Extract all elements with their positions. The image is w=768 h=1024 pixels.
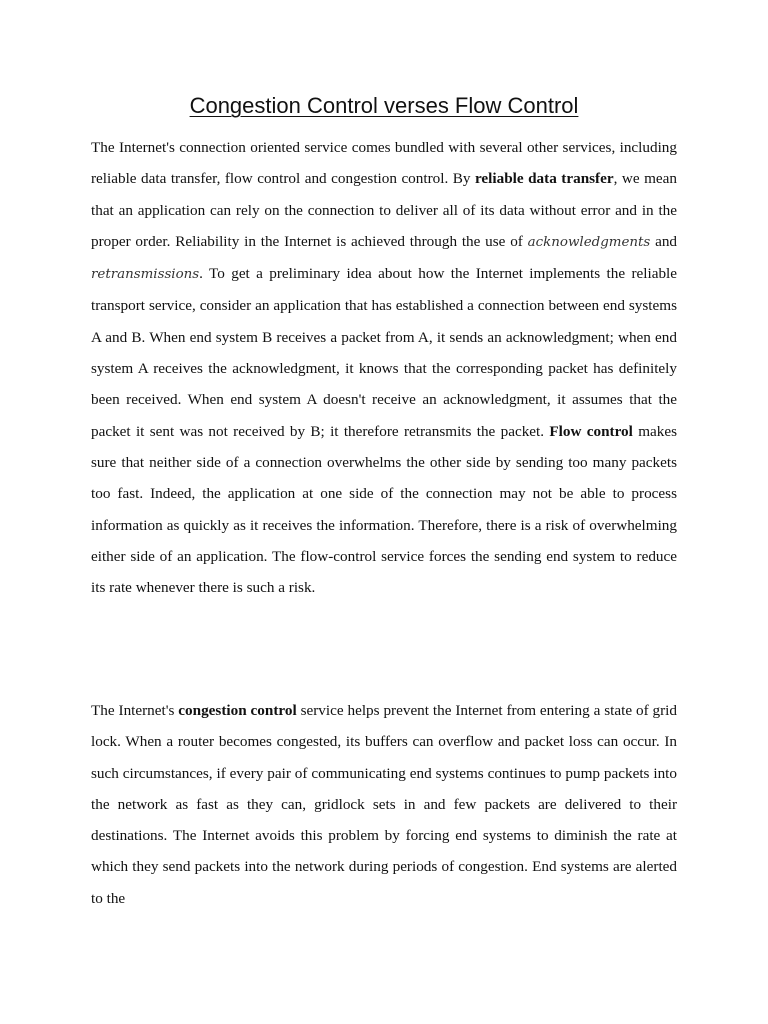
text-run: The Internet's connection oriented service comes bundled with several other services, including reliable data transfer, flow control and congestion control. By xyxy=(91,139,677,188)
italic-term-retransmissions: retransmissions xyxy=(91,267,200,283)
bold-term-congestion-control: congestion control xyxy=(178,702,297,719)
text-run: . To get a preliminary idea about how the Internet implements the reliable transport service, consider an application that has established a connection between end systems A and B. When end system B receives a packet from A, it sends an acknowledgment; when end system A receives the acknowledgment, it knows that the corresponding packet has definitely been received. When end system A doesn't receive an acknowledgment, it assumes that the packet it sent was not received by B; it therefore retransmits the packet. xyxy=(91,265,677,440)
paragraph-reliability-flow-control xyxy=(91,132,677,603)
paragraph-congestion-control xyxy=(91,695,677,914)
text-run: and xyxy=(650,232,678,250)
text-run: makes sure that neither side of a connection overwhelms the other side by sending too many packets too fast. Indeed, the application at one side of the connection may not be able to process information as quickly as it receives the information. Therefore, there is a risk of overwhelming either side of an application. The flow-control service forces the sending end system to reduce its rate whenever there is such a risk. xyxy=(91,422,677,597)
text-run: service helps prevent the Internet from entering a state of grid lock. When a router becomes congested, its buffers can overflow and packet loss can occur. In such circumstances, if every pair of communicating end systems continues to pump packets into the network as fast as they can, gridlock sets in and few packets are delivered to their destinations. The Internet avoids this problem by forcing end systems to diminish the rate at which they send packets into the network during periods of congestion. End systems are alerted to the xyxy=(91,702,677,907)
italic-term-acknowledgments: acknowledgments xyxy=(527,234,651,250)
text-run: The Internet's xyxy=(91,702,179,719)
text-run: , we mean that an application can rely on the connection to deliver all of its data without error and in the proper order. Reliability in the Internet is achieved through the use of xyxy=(91,170,677,250)
bold-term-flow-control: Flow control xyxy=(549,422,633,440)
page-title: Congestion Control verses Flow Control xyxy=(189,93,579,118)
bold-term-reliable-data-transfer: reliable data transfer xyxy=(474,170,614,188)
